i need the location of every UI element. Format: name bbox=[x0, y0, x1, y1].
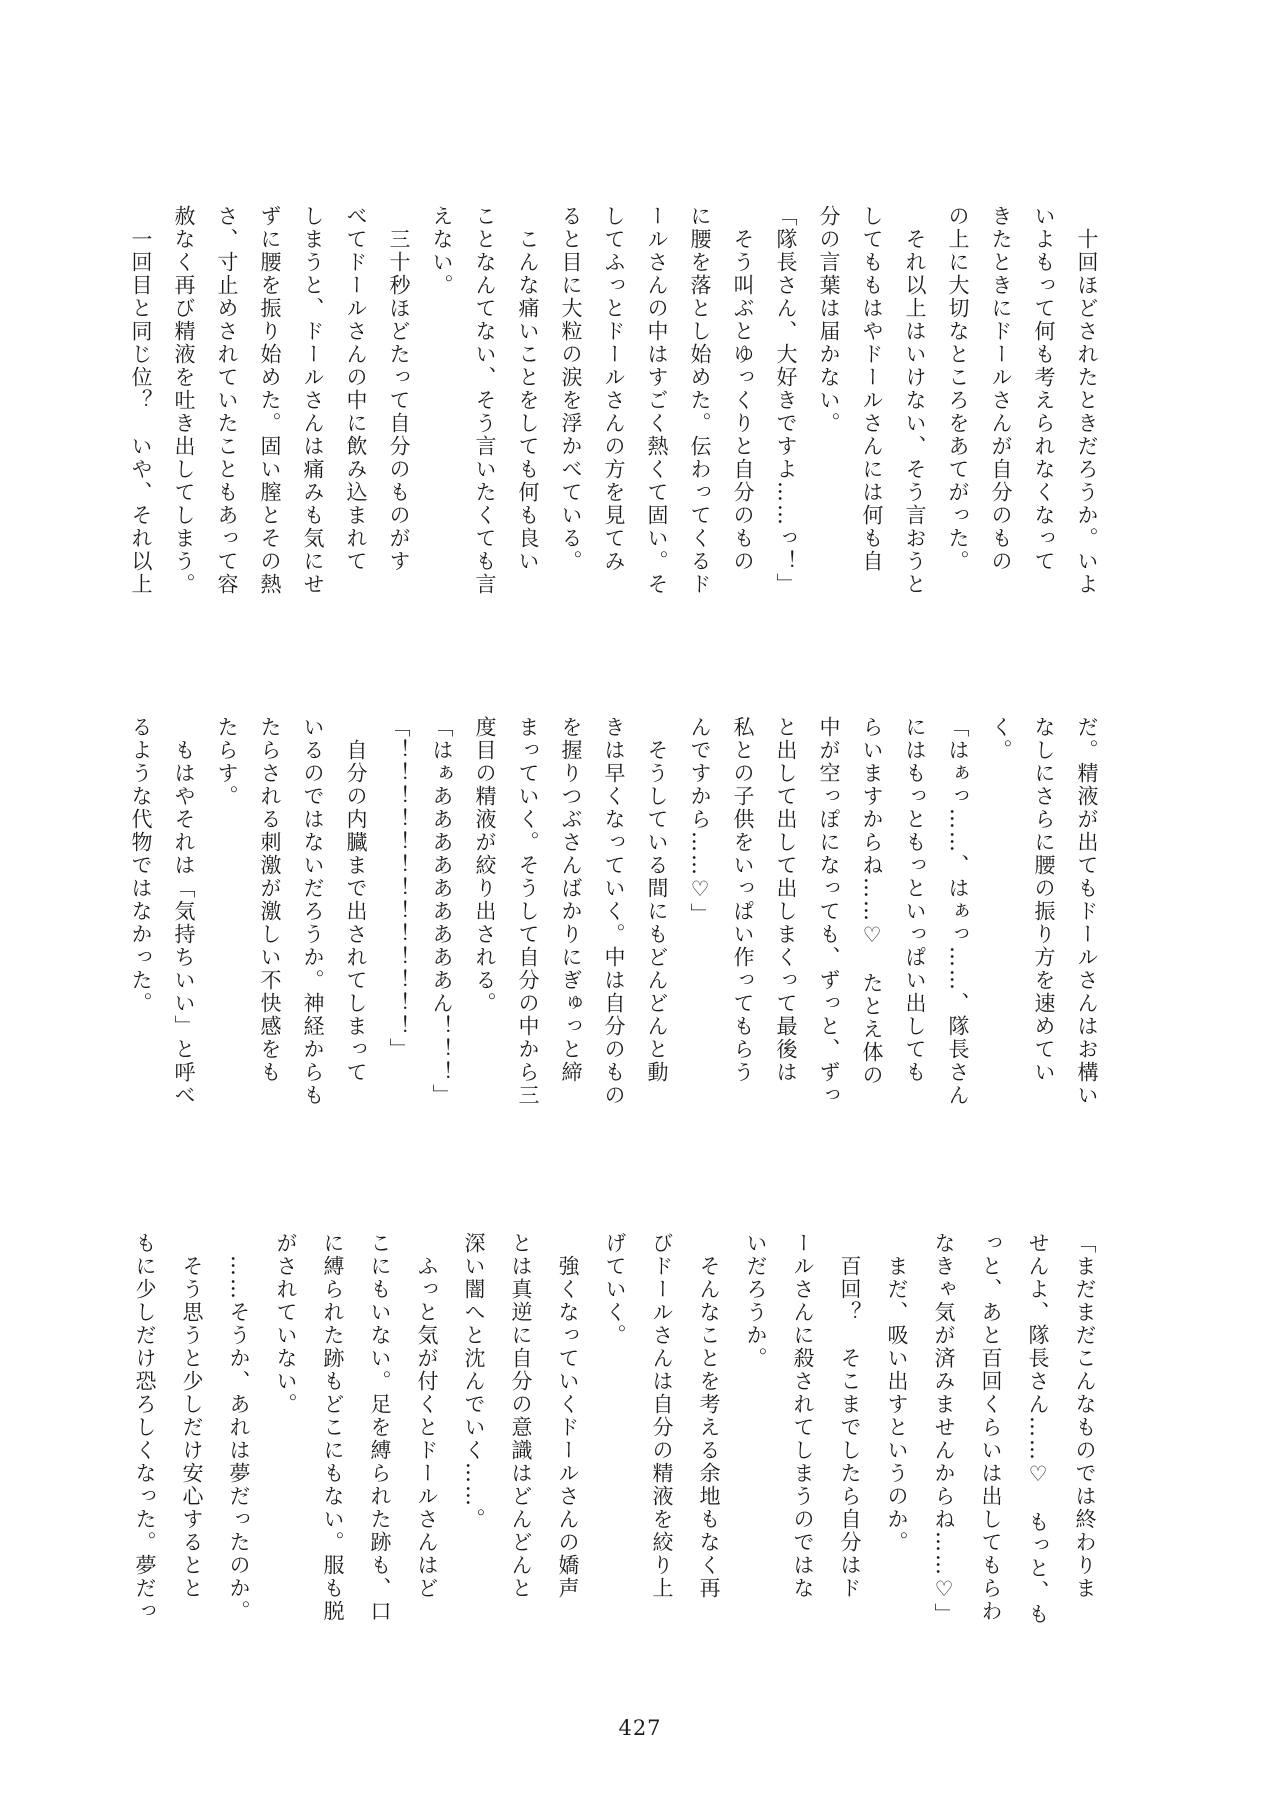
text-band-top bbox=[119, 205, 1108, 619]
text-column: がされていない。 bbox=[274, 1232, 298, 1416]
text-column: 深い闇へと沈んでいく……。 bbox=[462, 1232, 486, 1531]
text-column: そうしている間にもどんどんと動 bbox=[645, 716, 669, 1084]
text-column: ールさんの中はすごく熱くて固い。そ bbox=[645, 205, 669, 596]
text-column: きは早くなっていく。中は自分のもの bbox=[602, 716, 626, 1107]
text-column: してももはやドールさんには何も自 bbox=[860, 205, 884, 573]
text-column: 赦なく再び精液を吐き出してしまう。 bbox=[172, 205, 196, 596]
text-column: ずに腰を振り始めた。固い膣とその熱 bbox=[258, 205, 282, 596]
text-column: えない。 bbox=[430, 205, 454, 297]
text-column: るような代物ではなかった。 bbox=[129, 716, 153, 1015]
text-column: こにもいない。足を縛られた跡も、口 bbox=[368, 1232, 392, 1623]
text-column: と出して出して出しまくって最後は bbox=[774, 716, 798, 1084]
text-column: まだ、吸い出すというのか。 bbox=[885, 1232, 909, 1554]
text-column: の上に大切なところをあてがった。 bbox=[946, 205, 970, 573]
text-column: 私との子供をいっぱい作ってもらう bbox=[731, 716, 755, 1084]
text-column: たらす。 bbox=[215, 716, 239, 808]
text-column: げていく。 bbox=[603, 1232, 627, 1347]
text-column: ールさんに殺されてしまうのではな bbox=[791, 1232, 815, 1600]
page-number: 427 bbox=[618, 1716, 662, 1740]
text-column: んですから……♡」 bbox=[688, 716, 712, 926]
text-column: く。 bbox=[989, 716, 1013, 762]
text-column: とは真逆に自分の意識はどんどんと bbox=[509, 1232, 533, 1600]
text-column: 自分の内臓まで出されてしまって bbox=[344, 716, 368, 1084]
text-column: たらされる刺激が激しい不快感をも bbox=[258, 716, 282, 1084]
text-column: きたときにドールさんが自分のもの bbox=[989, 205, 1013, 573]
text-column: ことなんてない、そう言いたくても言 bbox=[473, 205, 497, 596]
text-column: に縛られた跡もどこにもない。服も脱 bbox=[321, 1232, 345, 1623]
text-column: 分の言葉は届かない。 bbox=[817, 205, 841, 435]
text-column: ふっと気が付くとドールさんはど bbox=[415, 1232, 439, 1600]
text-column: いよもって何も考えられなくなって bbox=[1032, 205, 1056, 573]
text-column: さ、寸止めされていたこともあって容 bbox=[215, 205, 239, 596]
text-column: いだろうか。 bbox=[744, 1232, 768, 1370]
text-column: にはもっともっといっぱい出しても bbox=[903, 716, 927, 1084]
text-column: 一回目と同じ位？ いや、それ以上 bbox=[129, 205, 153, 596]
text-column: っと、あと百回くらいは出してもらわ bbox=[979, 1232, 1003, 1623]
text-column: なしにさらに腰の振り方を速めてい bbox=[1032, 716, 1056, 1084]
text-column: を握りつぶさんばかりにぎゅっと締 bbox=[559, 716, 583, 1084]
text-column: に腰を落とし始めた。伝わってくるド bbox=[688, 205, 712, 596]
text-column: 「！！！！！！！！！！！！！」 bbox=[387, 716, 411, 1061]
text-column: そんなことを考える余地もなく再 bbox=[697, 1232, 721, 1600]
text-column: なきゃ気が済みませんからね……♡」 bbox=[932, 1232, 956, 1626]
text-column: ると目に大粒の涙を浮かべている。 bbox=[559, 205, 583, 573]
text-column: それ以上はいけない、そう言おうと bbox=[903, 205, 927, 596]
text-column: 度目の精液が絞り出される。 bbox=[473, 716, 497, 1015]
text-column: 「隊長さん、大好きですよ……っ！」 bbox=[774, 205, 798, 596]
text-column: しまうと、ドールさんは痛みも気にせ bbox=[301, 205, 325, 596]
text-column: 中が空っぽになっても、ずっと、ずっ bbox=[817, 716, 841, 1107]
text-band-bottom bbox=[121, 1232, 1108, 1642]
text-column: 「はぁっ……、はぁっ……、隊長さん bbox=[946, 716, 970, 1107]
text-column: そう叫ぶとゆっくりと自分のもの bbox=[731, 205, 755, 573]
text-column: いるのではないだろうか。神経からも bbox=[301, 716, 325, 1107]
text-column: 三十秒ほどたって自分のものがす bbox=[387, 205, 411, 573]
text-column: 強くなっていくドールさんの嬌声 bbox=[556, 1232, 580, 1600]
text-column: らいますからね……♡ たとえ体の bbox=[860, 716, 884, 1087]
text-column: そう思うと少しだけ安心するとと bbox=[180, 1232, 204, 1600]
text-column: こんな痛いことをしても何も良い bbox=[516, 205, 540, 573]
text-column: もはやそれは「気持ちいい」と呼べ bbox=[172, 716, 196, 1107]
text-column: まっていく。そうして自分の中から三 bbox=[516, 716, 540, 1107]
text-column: だ。精液が出てもドールさんはお構い bbox=[1075, 716, 1099, 1107]
text-band-middle bbox=[119, 716, 1108, 1146]
text-column: 十回ほどされたときだろうか。いよ bbox=[1075, 205, 1099, 596]
text-column: してふっとドールさんの方を見てみ bbox=[602, 205, 626, 573]
text-column: 「はぁあああああああああん！！！」 bbox=[430, 716, 454, 1107]
text-column: 「まだまだこんなものでは終わりま bbox=[1073, 1232, 1097, 1600]
text-column: べてドールさんの中に飲み込まれて bbox=[344, 205, 368, 573]
text-column: 百回？ そこまでしたら自分はド bbox=[838, 1232, 862, 1600]
text-column: びドールさんは自分の精液を絞り上 bbox=[650, 1232, 674, 1600]
text-column: せんよ、隊長さん……♡ もっと、も bbox=[1026, 1232, 1050, 1626]
text-column: もに少しだけ恐ろしくなった。夢だっ bbox=[133, 1232, 157, 1623]
text-column: ……そうか、あれは夢だったのか。 bbox=[227, 1232, 251, 1623]
